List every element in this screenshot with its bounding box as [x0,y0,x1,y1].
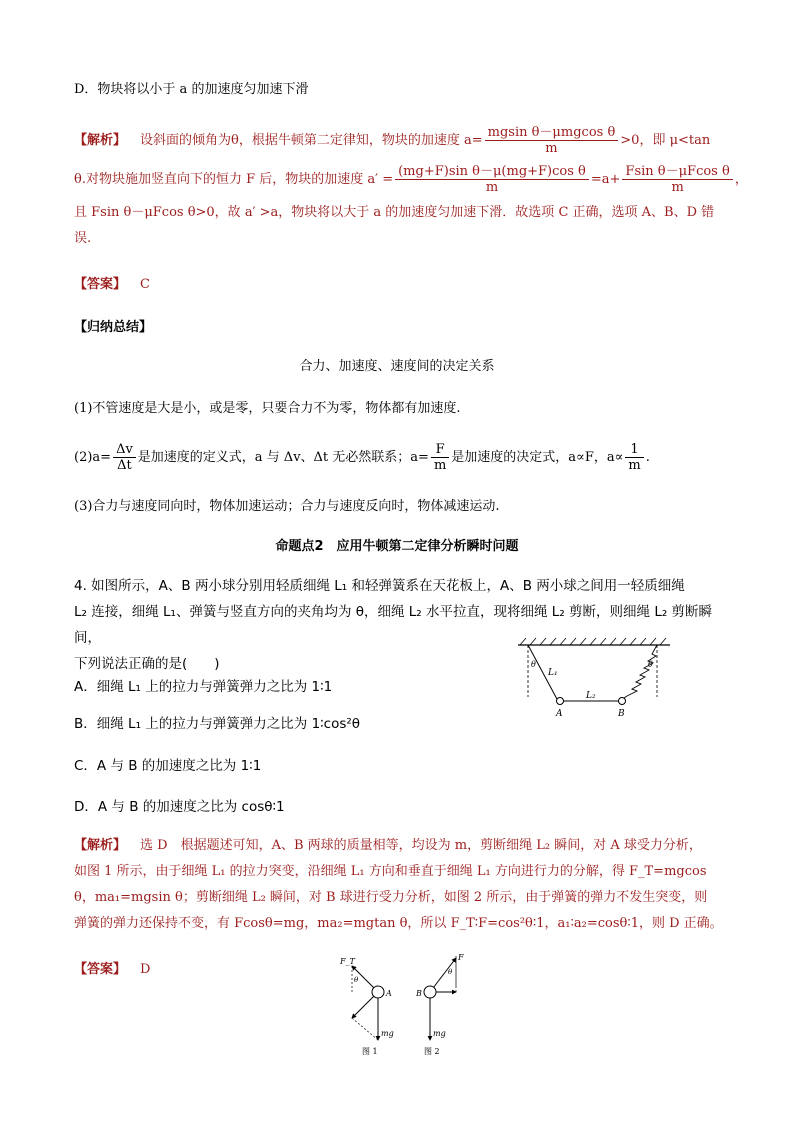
svg-text:A: A [556,709,563,719]
fraction: $\frac{\text{mgsin θ－μmgcos θ}}{m}$ [485,125,619,156]
force-diagram-2 [415,953,464,1056]
svg-text:F_T: F_T [340,957,355,966]
analysis-1 [74,124,748,252]
ball-a [557,698,564,705]
spring [627,645,657,696]
ball-b [619,698,626,705]
svg-text:图 1: 图 1 [362,1047,378,1056]
svg-text:θ: θ [448,968,453,976]
svg-text:θ: θ [354,976,359,984]
answer-2: 【答案】 D [74,962,151,977]
question-stem: 4. 如图所示，A、B 两小球分别用轻质细绳 L₁ 和轻弹簧系在天花板上，A、B 两小球之间用一轻质细绳 L₂ 连接，细绳 L₁、弹簧与竖直方向的夹角均为 θ，细绳 L₂ 水平拉直，现将细绳 L₂ 剪断，则细绳 L₂ 剪断瞬间， 下列说法正确的是( ) [74,578,713,672]
option-d: D．A 与 B 的加速度之比为 cosθ∶1 [74,799,285,815]
analysis-2: 【解析】 选 D 根据题述可知，A、B 两球的质量相等，均设为 m，剪断细绳 L₂ 瞬间，对 A 球受力分析， 如图 1 所示，由于细绳 L₁ 的拉力突变，沿细绳 L₁ 方向和垂直于细绳 L₁ 方向进行力的分解，得 F_T=mgcos θ，ma₁=mgsin θ；剪断细绳 L₂ 瞬间，对 B 球进行受力分析，如图 2 所示，由于弹簧的弹力不发生突变，则 弹簧的弹力还保持不变，有 Fcosθ=mg，ma₂=mgtan θ，所以 F_T∶F=cos²θ∶1，a₁∶a₂=cosθ∶1，则 D 正确。 [74,838,723,931]
svg-text:B: B [416,989,422,998]
option-d-previous: D．物块将以小于 a 的加速度匀加速下滑 [74,82,309,97]
svg-text:L₂: L₂ [586,691,596,701]
option-c: C．A 与 B 的加速度之比为 1∶1 [74,758,262,774]
summary-title: 合力、加速度、速度间的决定关系 [299,359,495,374]
ball-a-diagram [372,986,384,998]
fraction: $\frac{\Delta v}{\Delta t}$ [113,442,136,473]
fraction: $\frac{F}{m}$ [431,442,449,473]
force-diagrams [334,952,482,1058]
svg-text:mg: mg [433,1029,446,1038]
svg-text:F: F [458,953,464,962]
summary-heading: 【归纳总结】 [74,320,153,335]
analysis-1-line-1: 【解析】 设斜面的倾角为θ，根据牛顿第二定律知，物块的加速度 a= $\frac{\text{mgsin θ－μmgcos θ}}{m}$ >0，即 μ<tan [74,125,711,156]
option-a: A．细绳 L₁ 上的拉力与弹簧弹力之比为 1∶1 [74,679,333,695]
force-diagram-1 [339,957,394,1056]
analysis-1-line-3: 且 Fsin θ－μFcos θ>0，故 a′ >a，物块将以大于 a 的加速度匀加速下滑．故选项 C 正确，选项 A、B、D 错误. [74,205,715,246]
analysis-1-line-2: θ.对物块施加竖直向下的恒力 F 后，物块的加速度 a′ = $\frac{\text{(mg+F)sin θ－μ(mg+F)cos θ}}{m}$ =a+ $\frac{\text{Fsin θ－μFcos θ}}{m}$ ， [74,164,748,195]
answer-1: 【答案】 C [74,277,150,292]
svg-text:θ: θ [531,660,536,669]
option-b: B．细绳 L₁ 上的拉力与弹簧弹力之比为 1∶cos²θ [74,716,361,732]
fraction: $\frac{\text{(mg+F)sin θ－μ(mg+F)cos θ}}{m}$ [395,164,589,195]
summary-point-2: (2)a= $\frac{\Delta v}{\Delta t}$ 是加速度的定义式，a 与 Δv、Δt 无必然联系；a= $\frac{F}{m}$ 是加速度的决定式，a∝F，a∝ $\frac{1}{m}$ . [74,442,650,473]
section-title: 命题点2 应用牛顿第二定律分析瞬时问题 [275,539,519,554]
fraction: $\frac{1}{m}$ [625,442,643,473]
svg-text:L₁: L₁ [548,668,558,678]
question-figure [508,637,680,721]
svg-text:A: A [386,989,392,998]
summary-point-1: (1)不管速度是大是小，或是零，只要合力不为零，物体都有加速度. [74,401,461,416]
svg-text:图 2: 图 2 [424,1047,440,1056]
ceiling-hatch [520,638,666,645]
fraction: $\frac{\text{Fsin θ－μFcos θ}}{m}$ [622,164,732,195]
svg-text:B: B [618,709,625,719]
svg-text:θ: θ [648,660,653,669]
svg-text:mg: mg [381,1029,394,1038]
ball-b-diagram [424,986,436,998]
summary-point-3: (3)合力与速度同向时，物体加速运动；合力与速度反向时，物体减速运动. [74,499,500,514]
